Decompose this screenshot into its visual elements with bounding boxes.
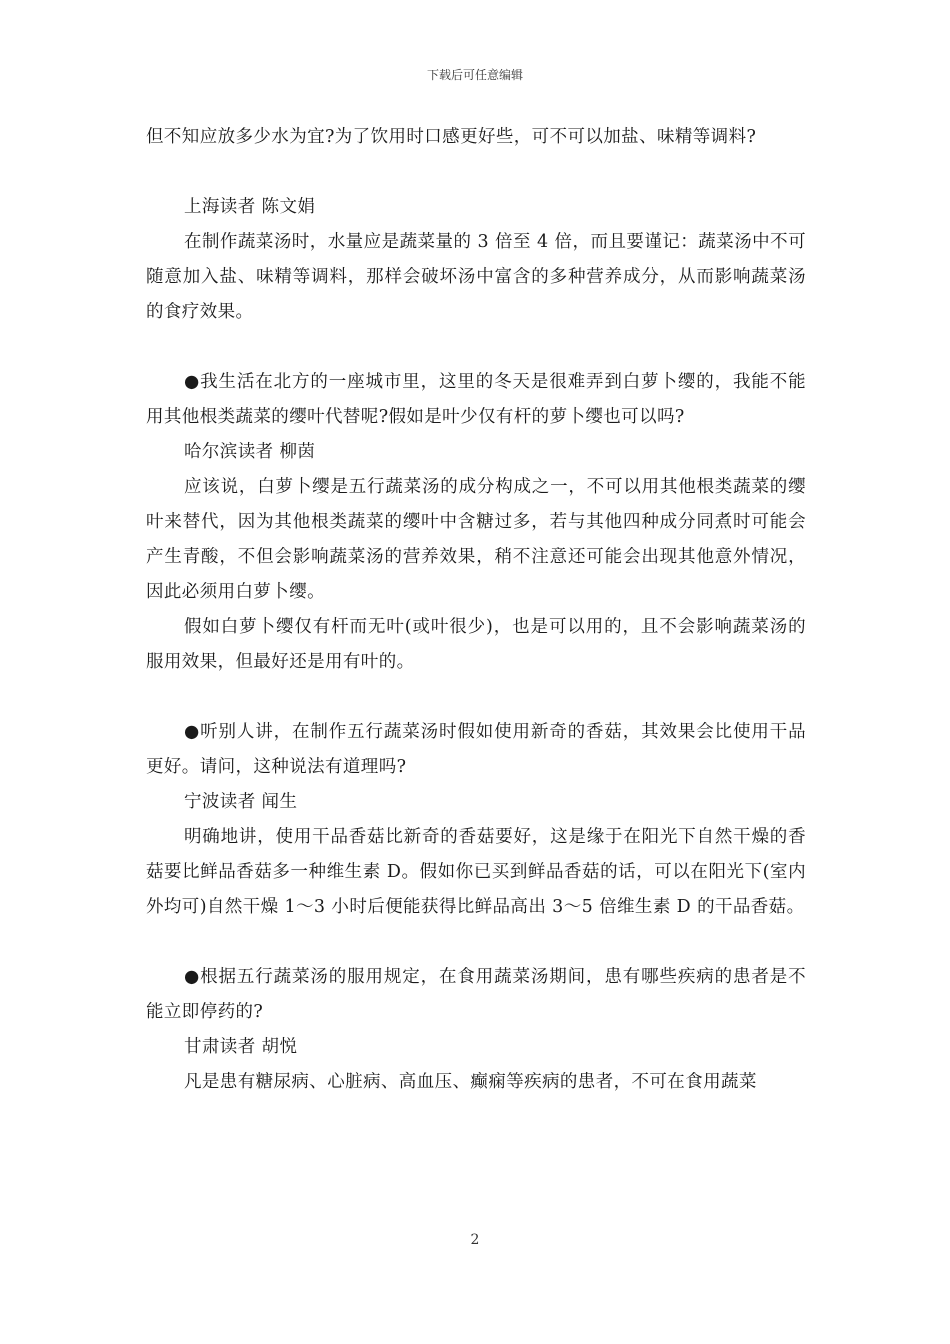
page-header: 下载后可任意编辑 xyxy=(426,68,523,82)
answer-paragraph: 凡是患有糖尿病、心脏病、高血压、癫痫等疾病的患者，不可在食用蔬菜 xyxy=(184,1072,757,1092)
reader-attribution: 上海读者 陈文娟 xyxy=(184,197,316,217)
question-paragraph: ●听别人讲，在制作五行蔬菜汤时假如使用新奇的香菇，其效果会比使用干品更好。请问，这种说法有道理吗? xyxy=(146,722,806,777)
question-paragraph: ●根据五行蔬菜汤的服用规定，在食用蔬菜汤期间，患有哪些疾病的患者是不能立即停药的? xyxy=(146,967,806,1022)
answer-paragraph: 应该说，白萝卜缨是五行蔬菜汤的成分构成之一，不可以用其他根类蔬菜的缨叶来替代，因为其他根类蔬菜的缨叶中含糖过多，若与其他四种成分同煮时可能会产生青酸，不但会影响蔬菜汤的营养效果，稍不注意还可能会出现其他意外情况，因此必须用白萝卜缨。 xyxy=(146,477,806,602)
reader-attribution: 哈尔滨读者 柳茵 xyxy=(184,442,316,462)
answer-paragraph: 假如白萝卜缨仅有杆而无叶(或叶很少)，也是可以用的，且不会影响蔬菜汤的服用效果，但最好还是用有叶的。 xyxy=(146,617,806,672)
document-body xyxy=(146,120,806,1100)
paragraph-question-continued: 但不知应放多少水为宜?为了饮用时口感更好些，可不可以加盐、味精等调料? xyxy=(146,127,757,147)
question-paragraph: ●我生活在北方的一座城市里，这里的冬天是很难弄到白萝卜缨的，我能不能用其他根类蔬菜的缨叶代替呢?假如是叶少仅有杆的萝卜缨也可以吗? xyxy=(146,372,806,427)
answer-paragraph: 明确地讲，使用干品香菇比新奇的香菇要好，这是缘于在阳光下自然干燥的香菇要比鲜品香菇多一种维生素 D。假如你已买到鲜品香菇的话，可以在阳光下(室内外均可)自然干燥 1～3 小时后便能获得比鲜品高出 3～5 倍维生素 D 的干品香菇。 xyxy=(146,827,806,917)
answer-paragraph: 在制作蔬菜汤时，水量应是蔬菜量的 3 倍至 4 倍，而且要谨记：蔬菜汤中不可随意加入盐、味精等调料，那样会破坏汤中富含的多种营养成分，从而影响蔬菜汤的食疗效果。 xyxy=(146,232,806,322)
reader-attribution: 宁波读者 闻生 xyxy=(184,792,298,812)
page-number: 2 xyxy=(470,1232,480,1248)
reader-attribution: 甘肃读者 胡悦 xyxy=(184,1037,298,1057)
